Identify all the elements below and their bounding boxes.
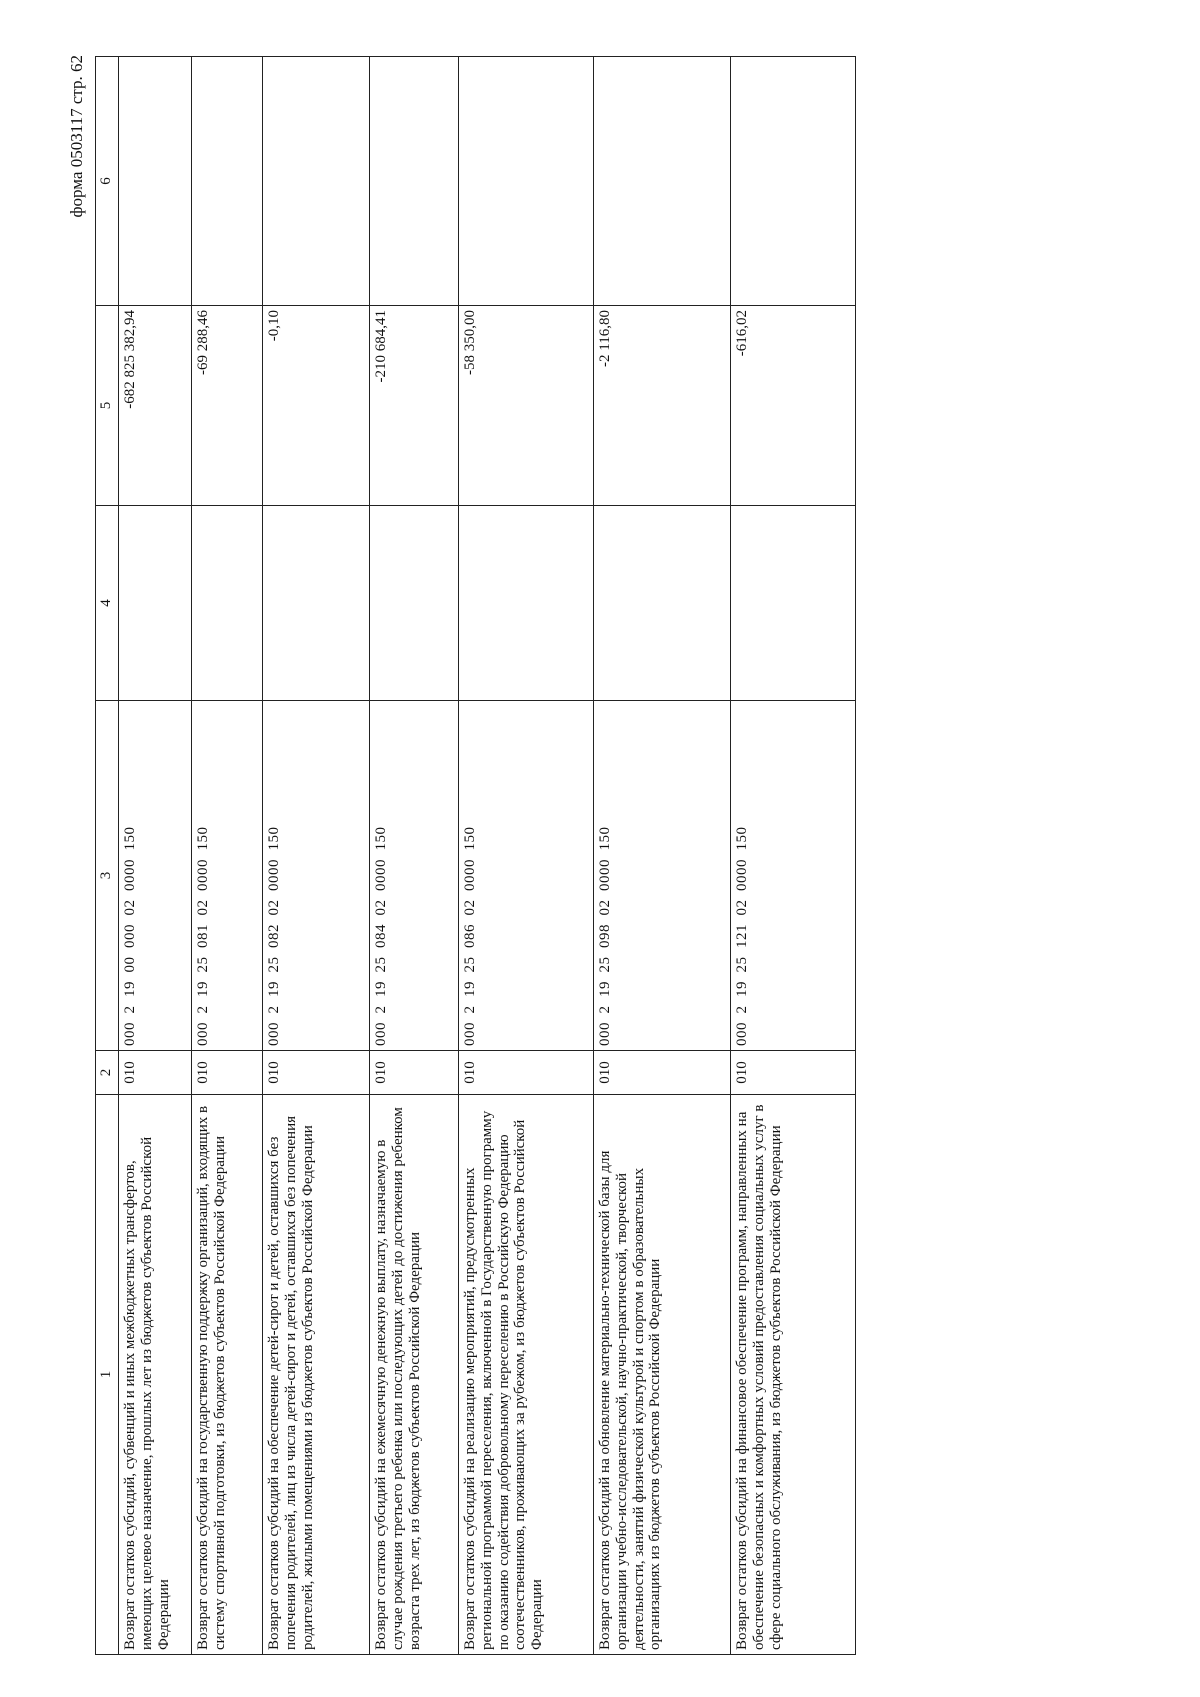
report-table: [95, 56, 856, 1655]
column-header-6: 6: [96, 57, 119, 306]
row-line-code: 010: [594, 1051, 731, 1095]
row-line-code: 010: [459, 1051, 594, 1095]
row-amount: -682 825 382,94: [119, 306, 192, 506]
table-row: [370, 57, 459, 1655]
row-amount: -58 350,00: [459, 306, 594, 506]
table-row: [263, 57, 370, 1655]
table-row: [119, 57, 192, 1655]
row-col4: [192, 506, 263, 701]
row-name: Возврат остатков субсидий на обеспечение детей-сирот и детей, оставшихся без попечения родителей, лиц из числа детей-сирот и детей, оставшихся без попечения родителей, жилыми помещениями из бюджетов субъектов Российской Федерации: [263, 1095, 370, 1655]
row-budget-code: 000 2 19 25 098 02 0000 150: [594, 701, 731, 1051]
row-line-code: 010: [119, 1051, 192, 1095]
row-name: Возврат остатков субсидий, субвенций и иных межбюджетных трансфертов, имеющих целевое назначение, прошлых лет из бюджетов субъектов Российской Федерации: [119, 1095, 192, 1655]
row-name: Возврат остатков субсидий на государственную поддержку организаций, входящих в систему спортивной подготовки, из бюджетов субъектов Российской Федерации: [192, 1095, 263, 1655]
table-row: [192, 57, 263, 1655]
row-budget-code: 000 2 19 25 121 02 0000 150: [731, 701, 856, 1051]
row-col4: [370, 506, 459, 701]
row-col4: [594, 506, 731, 701]
row-amount: -210 684,41: [370, 306, 459, 506]
rotated-form-page: [45, 55, 915, 1655]
row-budget-code: 000 2 19 00 000 02 0000 150: [119, 701, 192, 1051]
row-col4: [731, 506, 856, 701]
form-label: форма 0503117 стр. 62: [67, 55, 86, 218]
row-col4: [263, 506, 370, 701]
row-name: Возврат остатков субсидий на финансовое обеспечение программ, направленных на обеспечение безопасных и комфортных условий предоставления социальных услуг в сфере социального обслуживания, из бюджетов субъектов Российской Федерации: [731, 1095, 856, 1655]
row-budget-code: 000 2 19 25 086 02 0000 150: [459, 701, 594, 1051]
row-amount: -2 116,80: [594, 306, 731, 506]
row-col6: [594, 57, 731, 306]
row-col6: [459, 57, 594, 306]
column-header-3: 3: [96, 701, 119, 1051]
column-header-1: 1: [96, 1095, 119, 1655]
row-col6: [370, 57, 459, 306]
table-row: [459, 57, 594, 1655]
row-budget-code: 000 2 19 25 084 02 0000 150: [370, 701, 459, 1051]
table-row: [731, 57, 856, 1655]
row-name: Возврат остатков субсидий на реализацию мероприятий, предусмотренных региональной программой переселения, включенной в Государственную программу по оказанию содействия добровольному переселению в Российскую Федерацию соотечественников, проживающих за рубежом, из бюджетов субъектов Российской Федерации: [459, 1095, 594, 1655]
row-budget-code: 000 2 19 25 082 02 0000 150: [263, 701, 370, 1051]
row-col6: [192, 57, 263, 306]
column-header-2: 2: [96, 1051, 119, 1095]
row-amount: -0,10: [263, 306, 370, 506]
table-row: [594, 57, 731, 1655]
row-col6: [731, 57, 856, 306]
row-col4: [459, 506, 594, 701]
column-header-5: 5: [96, 306, 119, 506]
row-budget-code: 000 2 19 25 081 02 0000 150: [192, 701, 263, 1051]
row-line-code: 010: [370, 1051, 459, 1095]
row-line-code: 010: [731, 1051, 856, 1095]
row-line-code: 010: [263, 1051, 370, 1095]
row-col4: [119, 506, 192, 701]
row-line-code: 010: [192, 1051, 263, 1095]
row-amount: -69 288,46: [192, 306, 263, 506]
column-number-row: [96, 57, 119, 1655]
row-name: Возврат остатков субсидий на обновление материально-технической базы для организации учебно-исследовательской, научно-практической, творческой деятельности, занятий физической культурой и спортом в образовательных организациях из бюджетов субъектов Российской Федерации: [594, 1095, 731, 1655]
row-col6: [119, 57, 192, 306]
row-col6: [263, 57, 370, 306]
row-name: Возврат остатков субсидий на ежемесячную денежную выплату, назначаемую в случае рождения третьего ребенка или последующих детей до достижения ребенком возраста трех лет, из бюджетов субъектов Российской Федерации: [370, 1095, 459, 1655]
row-amount: -616,02: [731, 306, 856, 506]
column-header-4: 4: [96, 506, 119, 701]
